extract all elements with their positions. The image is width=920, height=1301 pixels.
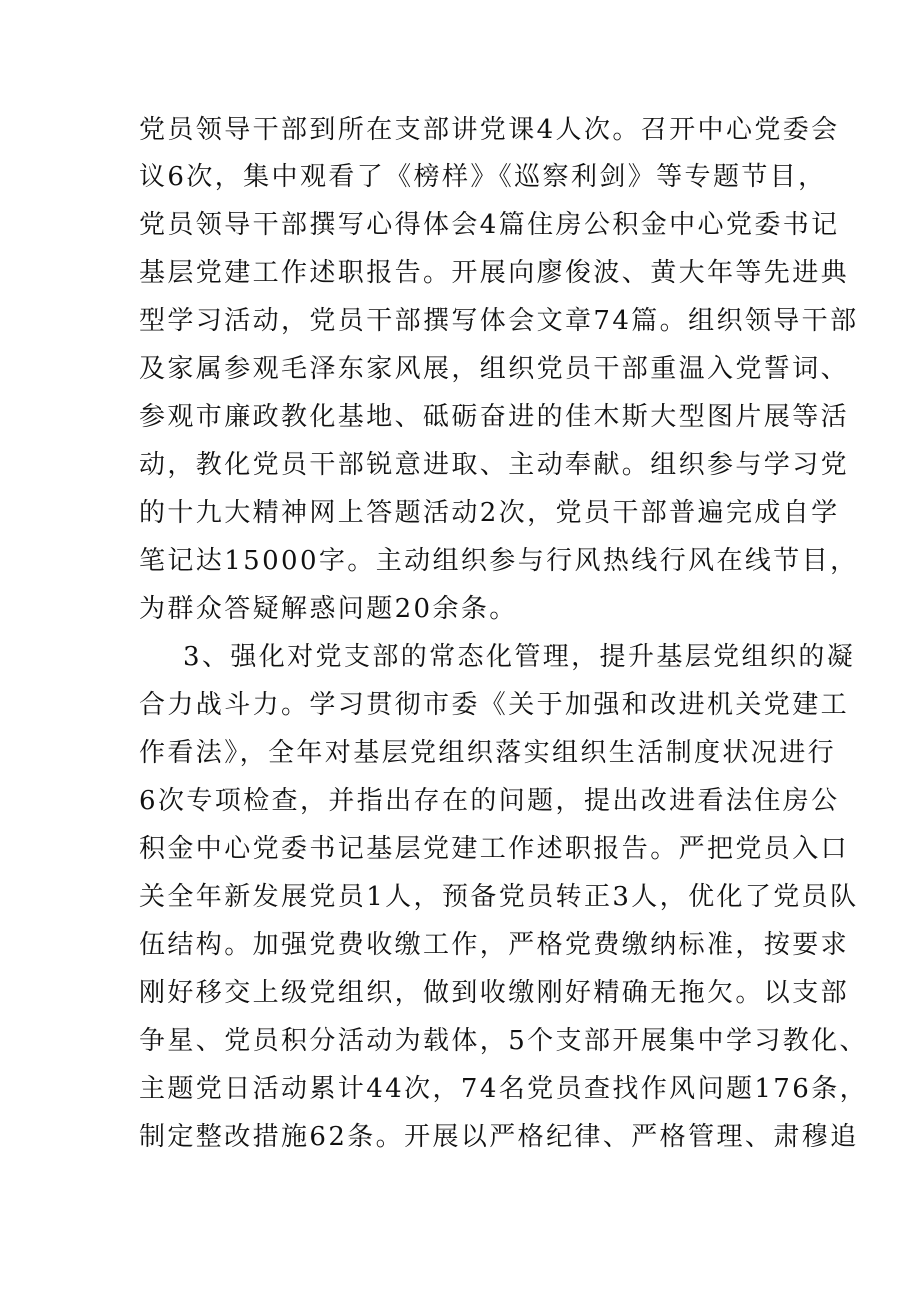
paragraph-1-line-11: 为群众答疑解惑问题20余条。 (139, 594, 518, 624)
paragraph-2-line-10: 主题党日活动累计44次，74名党员查找作风问题176条， (139, 1074, 868, 1104)
paragraph-1-line-5: 型学习活动，党员干部撰写体会文章74篇。组织领导干部 (139, 306, 859, 336)
paragraph-2-line-7: 伍结构。加强党费收缴工作，严格党费缴纳标准，按要求 (139, 930, 850, 960)
paragraph-2-line-3: 作看法》，全年对基层党组织落实组织生活制度状况进行 (139, 738, 837, 768)
paragraph-1-line-1: 党员领导干部到所在支部讲党课4人次。召开中心党委会 (139, 115, 840, 145)
paragraph-1-line-7: 参观市廉政教化基地、砥砺奋进的佳木斯大型图片展等活 (139, 402, 850, 432)
paragraph-1-line-9: 的十九大精神网上答题活动2次，党员干部普遍完成自学 (139, 498, 840, 528)
paragraph-1-line-4: 基层党建工作述职报告。开展向廖俊波、黄大年等先进典 (139, 258, 850, 288)
paragraph-1-line-10: 笔记达15000字。主动组织参与行风热线行风在线节目， (139, 546, 859, 576)
paragraph-1-line-8: 动，教化党员干部锐意进取、主动奉献。组织参与学习党 (139, 450, 850, 480)
paragraph-2-line-2: 合力战斗力。学习贯彻市委《关于加强和改进机关党建工 (139, 690, 850, 720)
paragraph-2-line-11: 制定整改措施62条。开展以严格纪律、严格管理、肃穆追 (139, 1122, 859, 1152)
paragraph-1-line-2: 议6次，集中观看了《榜样》《巡察利剑》等专题节目， (139, 162, 827, 192)
paragraph-2-line-8: 刚好移交上级党组织，做到收缴刚好精确无拖欠。以支部 (139, 978, 850, 1008)
paragraph-2-line-6: 关全年新发展党员1人，预备党员转正3人，优化了党员队 (139, 882, 859, 912)
paragraph-2-line-5: 积金中心党委书记基层党建工作述职报告。严把党员入口 (139, 834, 850, 864)
paragraph-1-line-3: 党员领导干部撰写心得体会4篇住房公积金中心党委书记 (139, 210, 840, 240)
paragraph-2-line-9: 争星、党员积分活动为载体，5个支部开展集中学习教化、 (139, 1026, 868, 1056)
paragraph-2-line-4: 6次专项检查，并指出存在的问题，提出改进看法住房公 (139, 786, 840, 816)
paragraph-1-line-6: 及家属参观毛泽东家风展，组织党员干部重温入党誓词、 (139, 354, 850, 384)
paragraph-2-line-1: 3、强化对党支部的常态化管理，提升基层党组织的凝 (183, 642, 856, 672)
